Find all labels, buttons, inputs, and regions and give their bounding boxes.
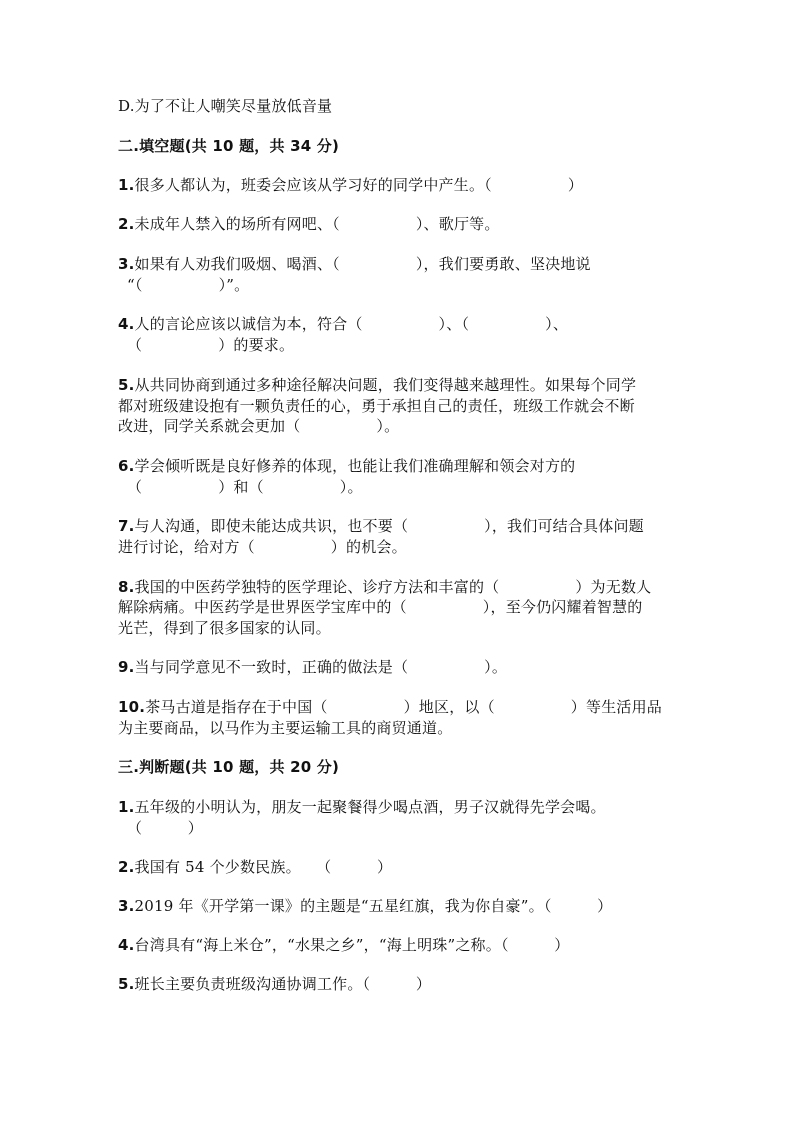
question-number: 4.: [118, 936, 135, 954]
question-text-continued: （ ）和（ ）。: [127, 478, 363, 496]
question-number: 10.: [118, 698, 146, 716]
question-number: 5.: [118, 975, 135, 993]
fill-question-7: [118, 516, 644, 536]
question-text: 如果有人劝我们吸烟、喝酒、（ ），我们要勇敢、坚决地说: [134, 255, 591, 273]
question-number: 2.: [118, 858, 135, 876]
question-text: 我国的中医药学独特的医学理论、诊疗方法和丰富的（ ）为无数人: [134, 578, 652, 596]
question-text: 台湾具有“海上米仓”，“水果之乡”，“海上明珠”之称。（ ）: [134, 936, 570, 954]
question-text-continued: （ ）的要求。: [127, 336, 295, 354]
fill-question-6: [118, 456, 575, 476]
question-number: 8.: [118, 578, 135, 596]
fill-question-10: [118, 697, 662, 717]
question-text-continued: “（ ）”。: [127, 276, 250, 294]
question-number: 5.: [118, 376, 135, 394]
question-text: 未成年人禁入的场所有网吧、（ ）、歌厅等。: [134, 215, 500, 233]
section-3-title: 三.判断题(共 10 题，共 20 分): [118, 758, 340, 776]
question-number: 6.: [118, 457, 135, 475]
fill-question-3: [118, 254, 591, 274]
question-text: 很多人都认为，班委会应该从学习好的同学中产生。（ ）: [134, 176, 584, 194]
question-text: 当与同学意见不一致时，正确的做法是（ ）。: [134, 658, 508, 676]
question-text-continued: 解除病痛。中医药学是世界医学宝库中的（ ），至今仍闪耀着智慧的: [118, 598, 643, 616]
judge-question-1: [118, 797, 606, 817]
judge-question-5: [118, 974, 431, 994]
question-text: 茶马古道是指存在于中国（ ）地区，以（ ）等生活用品: [145, 698, 662, 716]
question-text: 2019 年《开学第一课》的主题是“五星红旗，我为你自豪”。（ ）: [134, 897, 613, 915]
question-text-continued: 为主要商品，以马作为主要运输工具的商贸通道。: [118, 719, 453, 737]
question-number: 1.: [118, 176, 135, 194]
question-number: 7.: [118, 517, 135, 535]
question-number: 1.: [118, 798, 135, 816]
judge-question-3: [118, 896, 612, 916]
question-text: 人的言论应该以诚信为本，符合（ ）、（ ）、: [134, 315, 569, 333]
fill-question-1: [118, 175, 583, 195]
question-number: 3.: [118, 897, 135, 915]
fill-question-9: [118, 657, 507, 677]
question-text: 五年级的小明认为，朋友一起聚餐得少喝点酒，男子汉就得先学会喝。: [134, 798, 606, 816]
fill-question-4: [118, 314, 568, 334]
judge-question-4: [118, 935, 569, 955]
fill-question-2: [118, 214, 500, 234]
question-text: 从共同协商到通过多种途径解决问题，我们变得越来越理性。如果每个同学: [134, 376, 637, 394]
fill-question-8: [118, 577, 651, 597]
judge-question-2: [118, 857, 392, 877]
question-text: 班长主要负责班级沟通协调工作。（ ）: [134, 975, 432, 993]
question-text: 学会倾听既是良好修养的体现，也能让我们准确理解和领会对方的: [134, 457, 576, 475]
question-number: 9.: [118, 658, 135, 676]
question-number: 3.: [118, 255, 135, 273]
question-number: 4.: [118, 315, 135, 333]
question-text-continued: （ ）: [127, 819, 204, 837]
question-text-continued: 进行讨论，给对方（ ）的机会。: [118, 538, 407, 556]
option-d-text: D.为了不让人嘲笑尽量放低音量: [118, 97, 333, 115]
question-number: 2.: [118, 215, 135, 233]
question-text: 与人沟通，即使未能达成共识，也不要（ ），我们可结合具体问题: [134, 517, 644, 535]
question-text-continued: 都对班级建设抱有一颗负责任的心，勇于承担自己的责任，班级工作就会不断: [118, 397, 635, 415]
section-2-title: 二.填空题(共 10 题，共 34 分): [118, 137, 340, 155]
fill-question-5: [118, 375, 636, 395]
question-text: 我国有 54 个少数民族。 （ ）: [134, 858, 393, 876]
question-text-continued: 光芒，得到了很多国家的认同。: [118, 619, 331, 637]
question-text-continued: 改进，同学关系就会更加（ ）。: [118, 417, 400, 435]
